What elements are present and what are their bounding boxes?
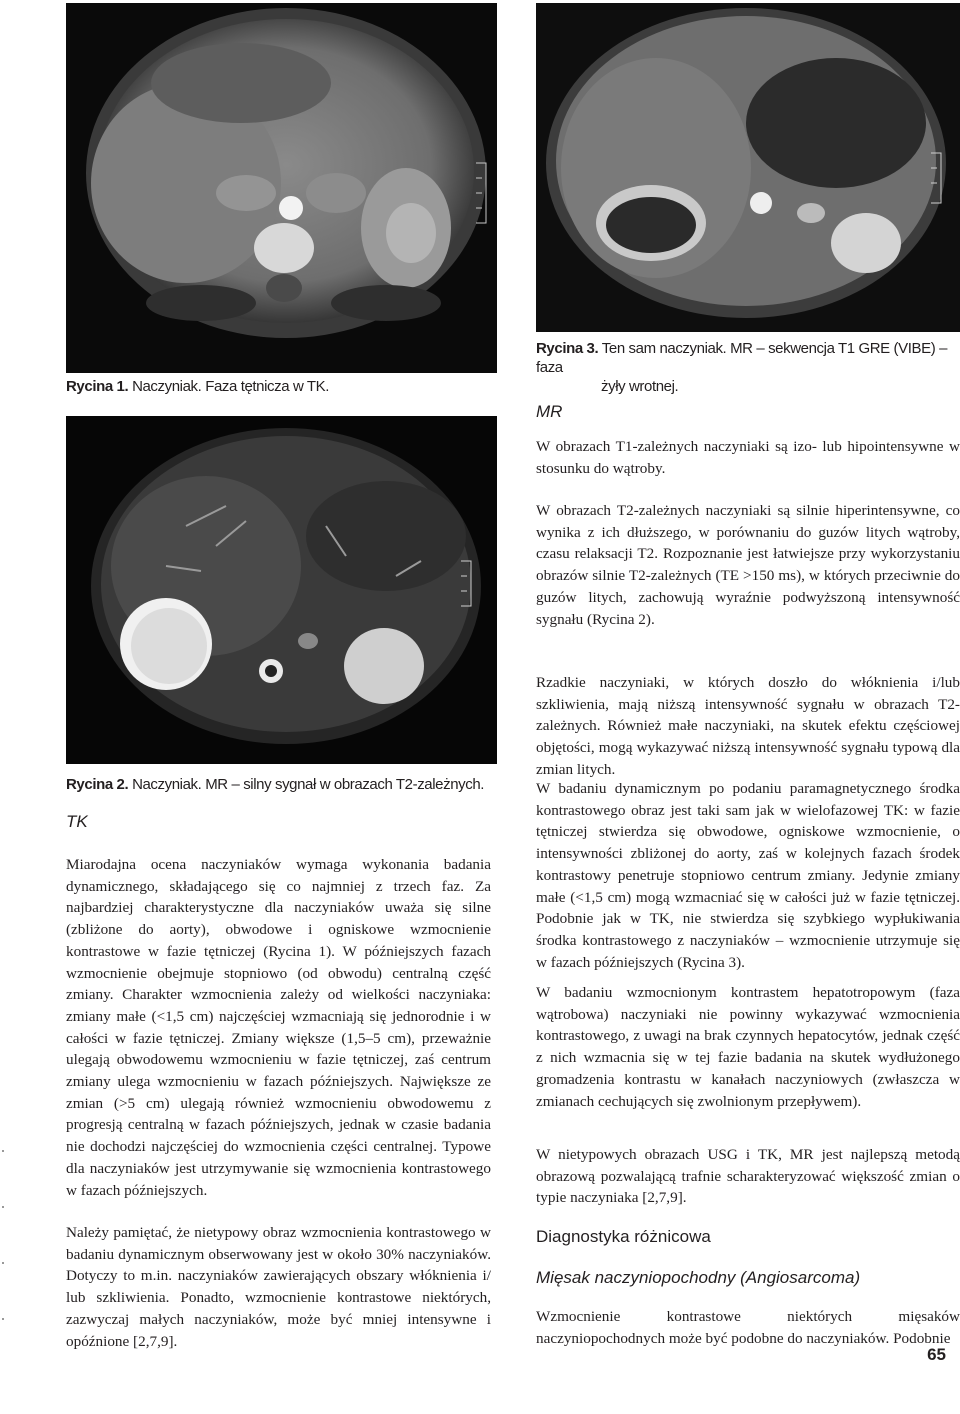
figure-3-caption: [536, 339, 960, 396]
figure-1-label: Rycina 1.: [66, 378, 129, 395]
mr-paragraph-6: W nietypowych obrazach USG i TK, MR jest najlepszą metodą obrazową pozwalającą trafnie scharakteryzować większość zmian o typie naczyniaka [2,7,9].: [536, 1146, 960, 1207]
section-heading-mr: MR: [536, 402, 563, 421]
mr-paragraph-5: W badaniu wzmocnionym kontrastem hepatotropowym (faza wątrobowa) naczyniaki nie powinny wykazywać wzmocnienia kontrastowego, z uwagi na brak czynnych hepatocytów, jednak część z nich wzmacnia się w tej fazie badania na skutek wydłużonego gromadzenia kontrastu w kanałach naczyniowych (zwłaszcza w zmianach cechujących się zwolnionym przepływem).: [536, 984, 960, 1110]
mr-paragraph-1: W obrazach T1-zależnych naczyniaki są izo- lub hipointensywne w stosunku do wątroby.: [536, 438, 960, 477]
section-heading-tk: TK: [66, 812, 88, 831]
figure-3-mr-image: [536, 3, 960, 332]
figure-3-text-cont: żyły wrotnej.: [601, 378, 679, 395]
figure-1-caption: [66, 377, 496, 396]
figure-3-label: Rycina 3.: [536, 340, 599, 357]
mr-paragraph-4: W badaniu dynamicznym po podaniu paramagnetycznego środka kontrastowego obraz jest taki sam jak w wielofazowej TK: w fazie tętniczej stwierdza się obwodowe, ogniskowe wzmocnienie, o intensywności zbliżonej do aorty, zaś w kolejnych fazach środek kontrastowy penetruje stopniowo centrum zmiany. Jedynie zmiany małe (<1,5 cm) mogą wzmacniać się w całości już w fazie tętniczej. Podobnie jak w TK, nie stwierdza się szybkiego wypłukiwania środka kontrastowego z naczyniaków – wzmocnienie utrzymuje się w fazach późniejszych (Rycina 3).: [536, 780, 960, 971]
subsection-heading-angiosarcoma: Mięsak naczyniopochodny (Angiosarcoma): [536, 1268, 861, 1287]
figure-2-label: Rycina 2.: [66, 776, 129, 793]
figure-2-caption: [66, 775, 496, 794]
figure-3-text: Ten sam naczyniak. MR – sekwencja T1 GRE (VIBE) – faza: [536, 340, 948, 376]
figure-2-text: Naczyniak. MR – silny sygnał w obrazach T2-zależnych.: [132, 776, 485, 793]
tk-paragraph-2: Należy pamiętać, że nietypowy obraz wzmocnienia kontrastowego w badaniu dynamicznym obserwowany jest w około 30% naczyniaków. Dotyczy to m.in. naczyniaków zawierających obszary włóknienia i/ lub szkliwienia. Ponadto, wzmocnienie kontrastowe niektórych, zazwyczaj małych naczyniaków, może być mniej intensywne i opóźnione [2,7,9].: [66, 1224, 491, 1350]
figure-1-text: Naczyniak. Faza tętnicza w TK.: [132, 378, 330, 395]
mr-paragraph-3: Rzadkie naczyniaki, w których doszło do włóknienia i/lub szkliwienia, mają niższą intensywność sygnału w obrazach T2-zależnych. Również małe naczyniaki, na skutek efektu częściowej objętości, mogą wykazywać niższą intensywność sygnału typową dla zmian litych.: [536, 674, 960, 778]
mr-paragraph-2: W obrazach T2-zależnych naczyniaki są silnie hiperintensywne, co wynika z ich dłuższego, w porównaniu do guzów litych wątroby, czasu relaksacji T2. Rozpoznanie jest łatwiejsze przy wykorzystaniu obrazów silnie T2-zależnych (TE >150 ms), w których przeciwnie do guzów litych, zachowują wyraźnie podwyższoną intensywność sygnału (Rycina 2).: [536, 502, 960, 628]
figure-1-ct-image: [66, 3, 497, 373]
margin-marks: [2, 1150, 6, 1380]
angiosarcoma-paragraph: Wzmocnienie kontrastowe niektórych mięsaków naczyniopochodnych może być podobne do naczyniaków. Podobnie: [536, 1308, 960, 1347]
section-heading-differential: Diagnostyka różnicowa: [536, 1227, 711, 1246]
tk-paragraph-1: Miarodajna ocena naczyniaków wymaga wykonania badania dynamicznego, składającego się co najmniej z trzech faz. Za najbardziej charakterystyczne dla naczyniaków uważa się silne (zbliżone do aorty), obwodowe i ogniskowe wzmocnienie kontrastowe w fazie tętniczej (Rycina 1). W późniejszych fazach wzmocnienie obejmuje stopniowo (od obwodu) centralną część zmiany. Charakter wzmocnienia zależy od wielkości naczyniaka: zmiany małe (<1,5 cm) najczęściej wzmacniają się jednorodnie i w całości w fazie tętniczej. Zmiany większe (1,5–5 cm), przeważnie ulegają obwodowemu wzmocnieniu w fazie tętniczej, zaś centrum zmiany ulega wzmocnieniu w fazach późniejszych. Największe ze zmian (>5 cm) ulegają również wzmocnieniu obwodowemu z progresją centralną w fazach późniejszych, jednak w czasie badania nie dochodzi najczęściej do wzmocnienia części centralnej. Typowe dla naczyniaków jest utrzymywanie się wzmocnienia kontrastowego w fazach późniejszych.: [66, 856, 491, 1199]
page-number: 65: [927, 1345, 946, 1364]
figure-2-mr-image: [66, 416, 497, 764]
